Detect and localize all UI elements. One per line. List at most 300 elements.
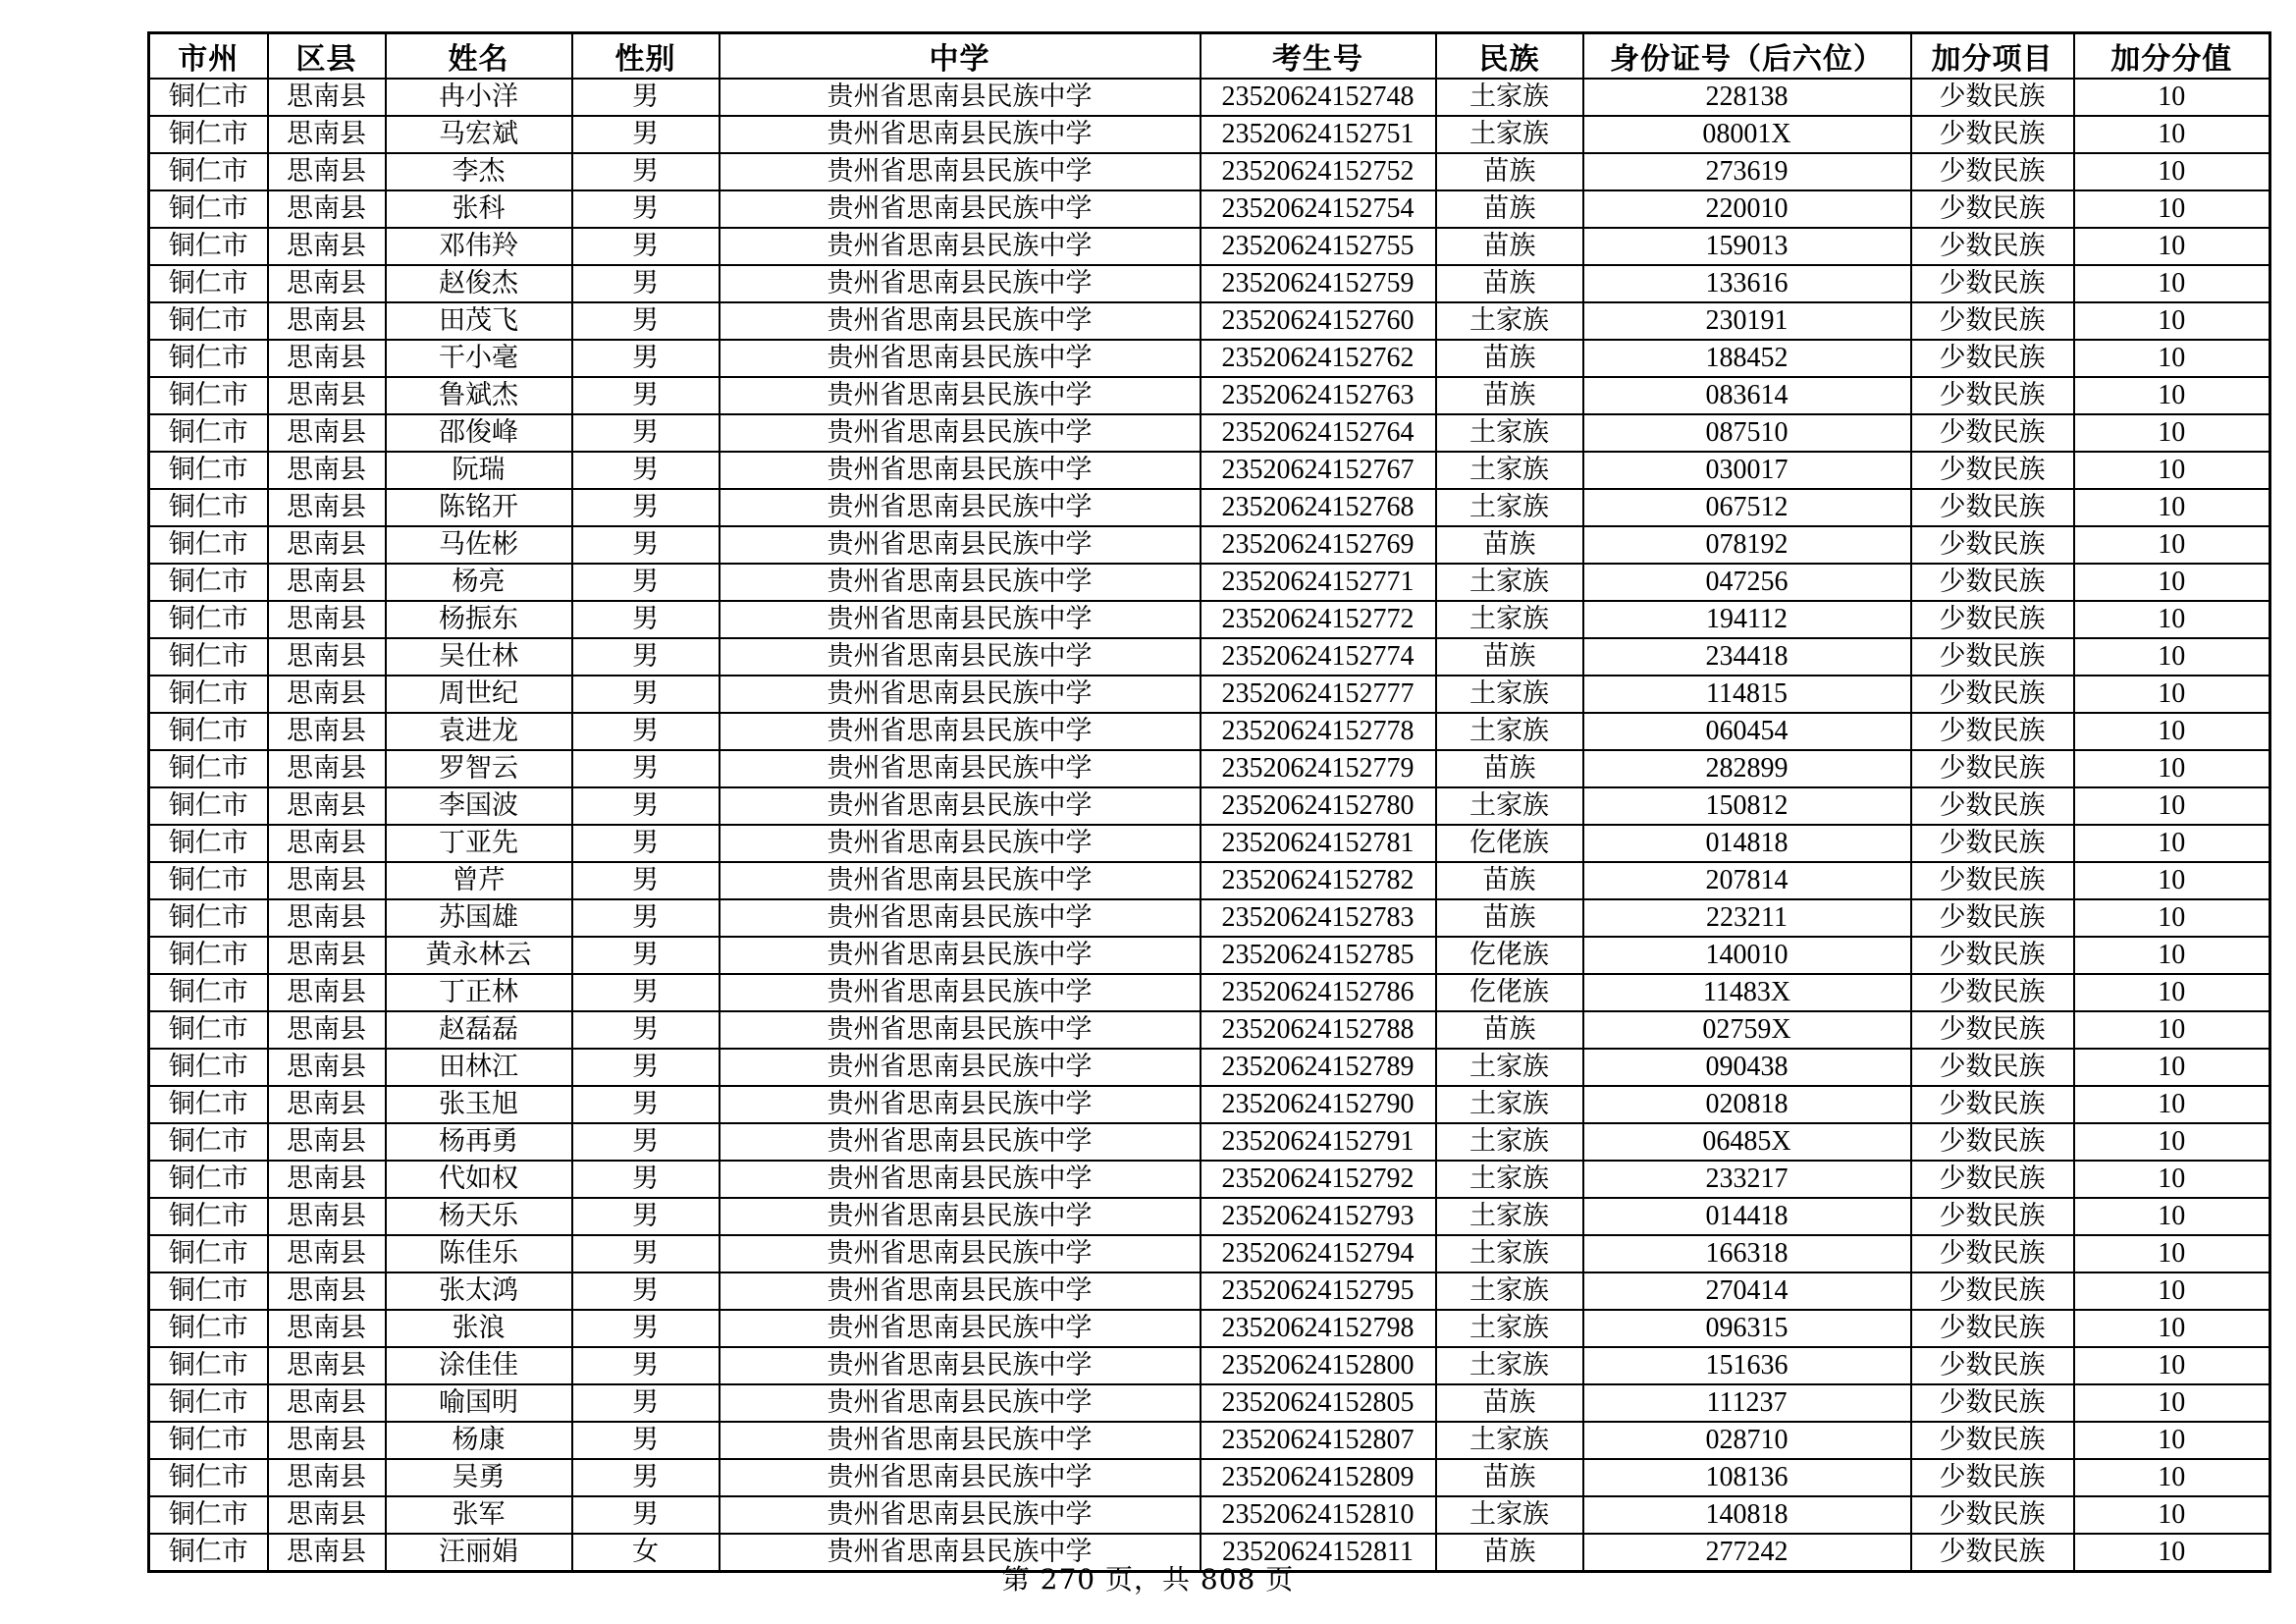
table-row — [149, 302, 2270, 340]
cell-name: 冉小洋 — [386, 79, 572, 116]
cell-ethnicity: 土家族 — [1436, 1123, 1583, 1161]
cell-school: 贵州省思南县民族中学 — [720, 787, 1201, 825]
header-school: 中学 — [720, 33, 1201, 80]
cell-bonus-value: 10 — [2074, 713, 2270, 750]
cell-county: 思南县 — [268, 340, 386, 377]
cell-bonus-value: 10 — [2074, 377, 2270, 414]
cell-gender: 男 — [572, 526, 720, 564]
cell-exam-number: 23520624152759 — [1201, 265, 1436, 302]
cell-ethnicity: 土家族 — [1436, 1235, 1583, 1272]
cell-ethnicity: 苗族 — [1436, 526, 1583, 564]
cell-bonus-value: 10 — [2074, 1049, 2270, 1086]
cell-bonus-item: 少数民族 — [1911, 825, 2074, 862]
cell-exam-number: 23520624152777 — [1201, 676, 1436, 713]
cell-gender: 男 — [572, 153, 720, 190]
cell-gender: 男 — [572, 1422, 720, 1459]
cell-city: 铜仁市 — [149, 862, 268, 899]
cell-id-last-six: 108136 — [1583, 1459, 1911, 1496]
cell-county: 思南县 — [268, 1272, 386, 1310]
header-city: 市州 — [149, 33, 268, 80]
cell-school: 贵州省思南县民族中学 — [720, 1049, 1201, 1086]
cell-ethnicity: 苗族 — [1436, 1534, 1583, 1572]
table-row — [149, 190, 2270, 228]
cell-bonus-item: 少数民族 — [1911, 1459, 2074, 1496]
cell-gender: 男 — [572, 564, 720, 601]
table-row — [149, 937, 2270, 974]
cell-id-last-six: 047256 — [1583, 564, 1911, 601]
cell-exam-number: 23520624152786 — [1201, 974, 1436, 1011]
cell-name: 赵磊磊 — [386, 1011, 572, 1049]
cell-ethnicity: 土家族 — [1436, 1347, 1583, 1384]
cell-bonus-item: 少数民族 — [1911, 1161, 2074, 1198]
cell-ethnicity: 土家族 — [1436, 116, 1583, 153]
cell-name: 张玉旭 — [386, 1086, 572, 1123]
cell-id-last-six: 273619 — [1583, 153, 1911, 190]
cell-ethnicity: 苗族 — [1436, 153, 1583, 190]
cell-gender: 男 — [572, 489, 720, 526]
cell-city: 铜仁市 — [149, 79, 268, 116]
table-row — [149, 1347, 2270, 1384]
cell-name: 丁亚先 — [386, 825, 572, 862]
cell-bonus-item: 少数民族 — [1911, 1534, 2074, 1572]
cell-county: 思南县 — [268, 713, 386, 750]
cell-id-last-six: 030017 — [1583, 452, 1911, 489]
cell-bonus-item: 少数民族 — [1911, 452, 2074, 489]
cell-ethnicity: 仡佬族 — [1436, 974, 1583, 1011]
cell-city: 铜仁市 — [149, 377, 268, 414]
cell-bonus-value: 10 — [2074, 1496, 2270, 1534]
cell-county: 思南县 — [268, 1123, 386, 1161]
cell-exam-number: 23520624152789 — [1201, 1049, 1436, 1086]
cell-school: 贵州省思南县民族中学 — [720, 302, 1201, 340]
cell-city: 铜仁市 — [149, 1086, 268, 1123]
cell-ethnicity: 土家族 — [1436, 1422, 1583, 1459]
page-footer: 第 270 页，共 808 页 — [1001, 1563, 1295, 1596]
cell-exam-number: 23520624152794 — [1201, 1235, 1436, 1272]
cell-ethnicity: 苗族 — [1436, 638, 1583, 676]
cell-id-last-six: 140818 — [1583, 1496, 1911, 1534]
cell-bonus-value: 10 — [2074, 1384, 2270, 1422]
cell-county: 思南县 — [268, 414, 386, 452]
cell-school: 贵州省思南县民族中学 — [720, 414, 1201, 452]
cell-school: 贵州省思南县民族中学 — [720, 265, 1201, 302]
cell-bonus-item: 少数民族 — [1911, 302, 2074, 340]
cell-school: 贵州省思南县民族中学 — [720, 377, 1201, 414]
cell-bonus-value: 10 — [2074, 564, 2270, 601]
cell-county: 思南县 — [268, 564, 386, 601]
cell-city: 铜仁市 — [149, 1347, 268, 1384]
cell-bonus-item: 少数民族 — [1911, 228, 2074, 265]
cell-county: 思南县 — [268, 1235, 386, 1272]
cell-exam-number: 23520624152769 — [1201, 526, 1436, 564]
cell-county: 思南县 — [268, 153, 386, 190]
cell-ethnicity: 土家族 — [1436, 302, 1583, 340]
cell-school: 贵州省思南县民族中学 — [720, 1384, 1201, 1422]
cell-bonus-item: 少数民族 — [1911, 1422, 2074, 1459]
cell-city: 铜仁市 — [149, 1123, 268, 1161]
cell-county: 思南县 — [268, 526, 386, 564]
cell-id-last-six: 090438 — [1583, 1049, 1911, 1086]
cell-name: 汪丽娟 — [386, 1534, 572, 1572]
cell-id-last-six: 282899 — [1583, 750, 1911, 787]
cell-gender: 男 — [572, 1496, 720, 1534]
cell-bonus-item: 少数民族 — [1911, 1198, 2074, 1235]
cell-bonus-item: 少数民族 — [1911, 937, 2074, 974]
cell-bonus-item: 少数民族 — [1911, 601, 2074, 638]
cell-county: 思南县 — [268, 489, 386, 526]
cell-school: 贵州省思南县民族中学 — [720, 79, 1201, 116]
cell-county: 思南县 — [268, 1496, 386, 1534]
cell-exam-number: 23520624152762 — [1201, 340, 1436, 377]
cell-ethnicity: 苗族 — [1436, 750, 1583, 787]
cell-bonus-item: 少数民族 — [1911, 638, 2074, 676]
cell-school: 贵州省思南县民族中学 — [720, 862, 1201, 899]
cell-exam-number: 23520624152774 — [1201, 638, 1436, 676]
table-row — [149, 1011, 2270, 1049]
cell-school: 贵州省思南县民族中学 — [720, 526, 1201, 564]
cell-city: 铜仁市 — [149, 825, 268, 862]
cell-county: 思南县 — [268, 1011, 386, 1049]
cell-name: 喻国明 — [386, 1384, 572, 1422]
cell-bonus-item: 少数民族 — [1911, 862, 2074, 899]
cell-ethnicity: 苗族 — [1436, 1011, 1583, 1049]
cell-id-last-six: 270414 — [1583, 1272, 1911, 1310]
table-row — [149, 79, 2270, 116]
cell-id-last-six: 166318 — [1583, 1235, 1911, 1272]
cell-gender: 男 — [572, 713, 720, 750]
cell-id-last-six: 277242 — [1583, 1534, 1911, 1572]
cell-id-last-six: 067512 — [1583, 489, 1911, 526]
cell-id-last-six: 087510 — [1583, 414, 1911, 452]
cell-gender: 男 — [572, 1384, 720, 1422]
cell-bonus-item: 少数民族 — [1911, 899, 2074, 937]
cell-name: 罗智云 — [386, 750, 572, 787]
cell-ethnicity: 土家族 — [1436, 79, 1583, 116]
cell-exam-number: 23520624152795 — [1201, 1272, 1436, 1310]
cell-name: 李杰 — [386, 153, 572, 190]
cell-city: 铜仁市 — [149, 1310, 268, 1347]
cell-exam-number: 23520624152767 — [1201, 452, 1436, 489]
bonus-points-table — [147, 31, 2271, 1573]
cell-exam-number: 23520624152755 — [1201, 228, 1436, 265]
cell-ethnicity: 土家族 — [1436, 564, 1583, 601]
table-body — [149, 79, 2270, 1572]
cell-name: 张科 — [386, 190, 572, 228]
cell-gender: 女 — [572, 1534, 720, 1572]
cell-bonus-value: 10 — [2074, 190, 2270, 228]
cell-city: 铜仁市 — [149, 638, 268, 676]
table-row — [149, 265, 2270, 302]
cell-gender: 男 — [572, 601, 720, 638]
cell-bonus-item: 少数民族 — [1911, 564, 2074, 601]
table-row — [149, 825, 2270, 862]
cell-bonus-item: 少数民族 — [1911, 1310, 2074, 1347]
cell-gender: 男 — [572, 787, 720, 825]
cell-school: 贵州省思南县民族中学 — [720, 340, 1201, 377]
cell-bonus-value: 10 — [2074, 414, 2270, 452]
cell-exam-number: 23520624152791 — [1201, 1123, 1436, 1161]
cell-bonus-item: 少数民族 — [1911, 1123, 2074, 1161]
cell-exam-number: 23520624152810 — [1201, 1496, 1436, 1534]
cell-name: 干小毫 — [386, 340, 572, 377]
cell-bonus-value: 10 — [2074, 116, 2270, 153]
table-row — [149, 1049, 2270, 1086]
cell-ethnicity: 苗族 — [1436, 228, 1583, 265]
cell-city: 铜仁市 — [149, 340, 268, 377]
cell-school: 贵州省思南县民族中学 — [720, 452, 1201, 489]
cell-id-last-six: 111237 — [1583, 1384, 1911, 1422]
cell-gender: 男 — [572, 676, 720, 713]
header-gender: 性别 — [572, 33, 720, 80]
cell-school: 贵州省思南县民族中学 — [720, 1198, 1201, 1235]
cell-county: 思南县 — [268, 1310, 386, 1347]
cell-exam-number: 23520624152793 — [1201, 1198, 1436, 1235]
table-row — [149, 862, 2270, 899]
cell-county: 思南县 — [268, 676, 386, 713]
cell-gender: 男 — [572, 377, 720, 414]
table-row — [149, 750, 2270, 787]
cell-gender: 男 — [572, 1459, 720, 1496]
cell-ethnicity: 仡佬族 — [1436, 937, 1583, 974]
cell-city: 铜仁市 — [149, 153, 268, 190]
cell-bonus-item: 少数民族 — [1911, 526, 2074, 564]
cell-exam-number: 23520624152748 — [1201, 79, 1436, 116]
cell-ethnicity: 苗族 — [1436, 1459, 1583, 1496]
cell-county: 思南县 — [268, 265, 386, 302]
cell-city: 铜仁市 — [149, 1496, 268, 1534]
cell-city: 铜仁市 — [149, 414, 268, 452]
cell-city: 铜仁市 — [149, 526, 268, 564]
cell-bonus-item: 少数民族 — [1911, 489, 2074, 526]
cell-id-last-six: 230191 — [1583, 302, 1911, 340]
table-row — [149, 1459, 2270, 1496]
table-row — [149, 564, 2270, 601]
cell-school: 贵州省思南县民族中学 — [720, 1459, 1201, 1496]
cell-exam-number: 23520624152792 — [1201, 1161, 1436, 1198]
cell-city: 铜仁市 — [149, 1534, 268, 1572]
cell-name: 陈佳乐 — [386, 1235, 572, 1272]
cell-ethnicity: 土家族 — [1436, 1049, 1583, 1086]
cell-name: 邵俊峰 — [386, 414, 572, 452]
cell-exam-number: 23520624152779 — [1201, 750, 1436, 787]
cell-county: 思南县 — [268, 377, 386, 414]
cell-city: 铜仁市 — [149, 1422, 268, 1459]
cell-school: 贵州省思南县民族中学 — [720, 825, 1201, 862]
cell-id-last-six: 11483X — [1583, 974, 1911, 1011]
cell-gender: 男 — [572, 750, 720, 787]
cell-id-last-six: 207814 — [1583, 862, 1911, 899]
cell-ethnicity: 土家族 — [1436, 452, 1583, 489]
cell-gender: 男 — [572, 974, 720, 1011]
cell-name: 田茂飞 — [386, 302, 572, 340]
cell-bonus-value: 10 — [2074, 452, 2270, 489]
cell-bonus-item: 少数民族 — [1911, 676, 2074, 713]
cell-ethnicity: 苗族 — [1436, 190, 1583, 228]
cell-id-last-six: 233217 — [1583, 1161, 1911, 1198]
cell-school: 贵州省思南县民族中学 — [720, 1272, 1201, 1310]
cell-county: 思南县 — [268, 1086, 386, 1123]
cell-bonus-value: 10 — [2074, 1459, 2270, 1496]
cell-id-last-six: 02759X — [1583, 1011, 1911, 1049]
table-row — [149, 489, 2270, 526]
cell-name: 邓伟羚 — [386, 228, 572, 265]
cell-exam-number: 23520624152768 — [1201, 489, 1436, 526]
cell-gender: 男 — [572, 1161, 720, 1198]
table-row — [149, 676, 2270, 713]
cell-ethnicity: 土家族 — [1436, 713, 1583, 750]
cell-city: 铜仁市 — [149, 601, 268, 638]
cell-bonus-item: 少数民族 — [1911, 1011, 2074, 1049]
cell-school: 贵州省思南县民族中学 — [720, 601, 1201, 638]
cell-school: 贵州省思南县民族中学 — [720, 153, 1201, 190]
cell-city: 铜仁市 — [149, 265, 268, 302]
cell-city: 铜仁市 — [149, 302, 268, 340]
cell-exam-number: 23520624152807 — [1201, 1422, 1436, 1459]
cell-id-last-six: 020818 — [1583, 1086, 1911, 1123]
cell-name: 代如权 — [386, 1161, 572, 1198]
cell-bonus-value: 10 — [2074, 1347, 2270, 1384]
cell-county: 思南县 — [268, 601, 386, 638]
cell-gender: 男 — [572, 79, 720, 116]
cell-id-last-six: 194112 — [1583, 601, 1911, 638]
cell-bonus-item: 少数民族 — [1911, 1347, 2074, 1384]
cell-school: 贵州省思南县民族中学 — [720, 713, 1201, 750]
table-row — [149, 452, 2270, 489]
cell-ethnicity: 土家族 — [1436, 1198, 1583, 1235]
table-row — [149, 787, 2270, 825]
cell-gender: 男 — [572, 899, 720, 937]
cell-city: 铜仁市 — [149, 899, 268, 937]
cell-ethnicity: 土家族 — [1436, 676, 1583, 713]
cell-name: 黄永林云 — [386, 937, 572, 974]
cell-school: 贵州省思南县民族中学 — [720, 190, 1201, 228]
header-county: 区县 — [268, 33, 386, 80]
cell-name: 杨亮 — [386, 564, 572, 601]
cell-name: 张军 — [386, 1496, 572, 1534]
cell-city: 铜仁市 — [149, 1011, 268, 1049]
cell-gender: 男 — [572, 1347, 720, 1384]
cell-exam-number: 23520624152772 — [1201, 601, 1436, 638]
cell-city: 铜仁市 — [149, 190, 268, 228]
cell-bonus-item: 少数民族 — [1911, 1384, 2074, 1422]
cell-bonus-value: 10 — [2074, 862, 2270, 899]
cell-bonus-value: 10 — [2074, 1123, 2270, 1161]
cell-county: 思南县 — [268, 750, 386, 787]
cell-gender: 男 — [572, 1049, 720, 1086]
cell-exam-number: 23520624152782 — [1201, 862, 1436, 899]
cell-exam-number: 23520624152798 — [1201, 1310, 1436, 1347]
cell-school: 贵州省思南县民族中学 — [720, 489, 1201, 526]
cell-school: 贵州省思南县民族中学 — [720, 899, 1201, 937]
cell-bonus-value: 10 — [2074, 937, 2270, 974]
cell-school: 贵州省思南县民族中学 — [720, 638, 1201, 676]
cell-name: 张太鸿 — [386, 1272, 572, 1310]
cell-city: 铜仁市 — [149, 228, 268, 265]
cell-ethnicity: 土家族 — [1436, 1161, 1583, 1198]
cell-bonus-item: 少数民族 — [1911, 787, 2074, 825]
cell-bonus-value: 10 — [2074, 1534, 2270, 1572]
cell-gender: 男 — [572, 1086, 720, 1123]
cell-name: 鲁斌杰 — [386, 377, 572, 414]
cell-bonus-value: 10 — [2074, 1086, 2270, 1123]
header-exam-number: 考生号 — [1201, 33, 1436, 80]
cell-bonus-item: 少数民族 — [1911, 1496, 2074, 1534]
cell-name: 涂佳佳 — [386, 1347, 572, 1384]
cell-county: 思南县 — [268, 899, 386, 937]
cell-name: 吴仕林 — [386, 638, 572, 676]
cell-id-last-six: 060454 — [1583, 713, 1911, 750]
cell-name: 马宏斌 — [386, 116, 572, 153]
cell-name: 苏国雄 — [386, 899, 572, 937]
table-row — [149, 601, 2270, 638]
cell-ethnicity: 苗族 — [1436, 899, 1583, 937]
table-row — [149, 153, 2270, 190]
cell-id-last-six: 133616 — [1583, 265, 1911, 302]
cell-city: 铜仁市 — [149, 787, 268, 825]
cell-exam-number: 23520624152760 — [1201, 302, 1436, 340]
cell-city: 铜仁市 — [149, 1459, 268, 1496]
table-row — [149, 116, 2270, 153]
cell-county: 思南县 — [268, 862, 386, 899]
cell-id-last-six: 028710 — [1583, 1422, 1911, 1459]
cell-exam-number: 23520624152751 — [1201, 116, 1436, 153]
cell-id-last-six: 150812 — [1583, 787, 1911, 825]
cell-bonus-value: 10 — [2074, 899, 2270, 937]
cell-bonus-value: 10 — [2074, 489, 2270, 526]
cell-city: 铜仁市 — [149, 489, 268, 526]
cell-id-last-six: 083614 — [1583, 377, 1911, 414]
cell-ethnicity: 土家族 — [1436, 414, 1583, 452]
cell-ethnicity: 土家族 — [1436, 1310, 1583, 1347]
cell-city: 铜仁市 — [149, 1272, 268, 1310]
cell-county: 思南县 — [268, 825, 386, 862]
cell-name: 田林江 — [386, 1049, 572, 1086]
cell-bonus-item: 少数民族 — [1911, 116, 2074, 153]
cell-id-last-six: 188452 — [1583, 340, 1911, 377]
cell-school: 贵州省思南县民族中学 — [720, 1086, 1201, 1123]
cell-bonus-item: 少数民族 — [1911, 974, 2074, 1011]
cell-bonus-value: 10 — [2074, 1422, 2270, 1459]
cell-id-last-six: 159013 — [1583, 228, 1911, 265]
cell-name: 李国波 — [386, 787, 572, 825]
cell-school: 贵州省思南县民族中学 — [720, 1496, 1201, 1534]
cell-gender: 男 — [572, 825, 720, 862]
cell-bonus-value: 10 — [2074, 302, 2270, 340]
table-row — [149, 713, 2270, 750]
header-bonus-value: 加分分值 — [2074, 33, 2270, 80]
cell-gender: 男 — [572, 1310, 720, 1347]
table-row — [149, 1161, 2270, 1198]
cell-bonus-value: 10 — [2074, 638, 2270, 676]
cell-gender: 男 — [572, 1272, 720, 1310]
cell-county: 思南县 — [268, 1161, 386, 1198]
cell-county: 思南县 — [268, 1384, 386, 1422]
table-row — [149, 899, 2270, 937]
header-ethnicity: 民族 — [1436, 33, 1583, 80]
cell-county: 思南县 — [268, 638, 386, 676]
cell-school: 贵州省思南县民族中学 — [720, 116, 1201, 153]
cell-school: 贵州省思南县民族中学 — [720, 937, 1201, 974]
cell-bonus-value: 10 — [2074, 526, 2270, 564]
cell-id-last-six: 078192 — [1583, 526, 1911, 564]
table-row — [149, 1198, 2270, 1235]
cell-county: 思南县 — [268, 1347, 386, 1384]
cell-gender: 男 — [572, 190, 720, 228]
cell-bonus-item: 少数民族 — [1911, 1235, 2074, 1272]
cell-ethnicity: 苗族 — [1436, 265, 1583, 302]
cell-name: 袁进龙 — [386, 713, 572, 750]
cell-bonus-item: 少数民族 — [1911, 750, 2074, 787]
